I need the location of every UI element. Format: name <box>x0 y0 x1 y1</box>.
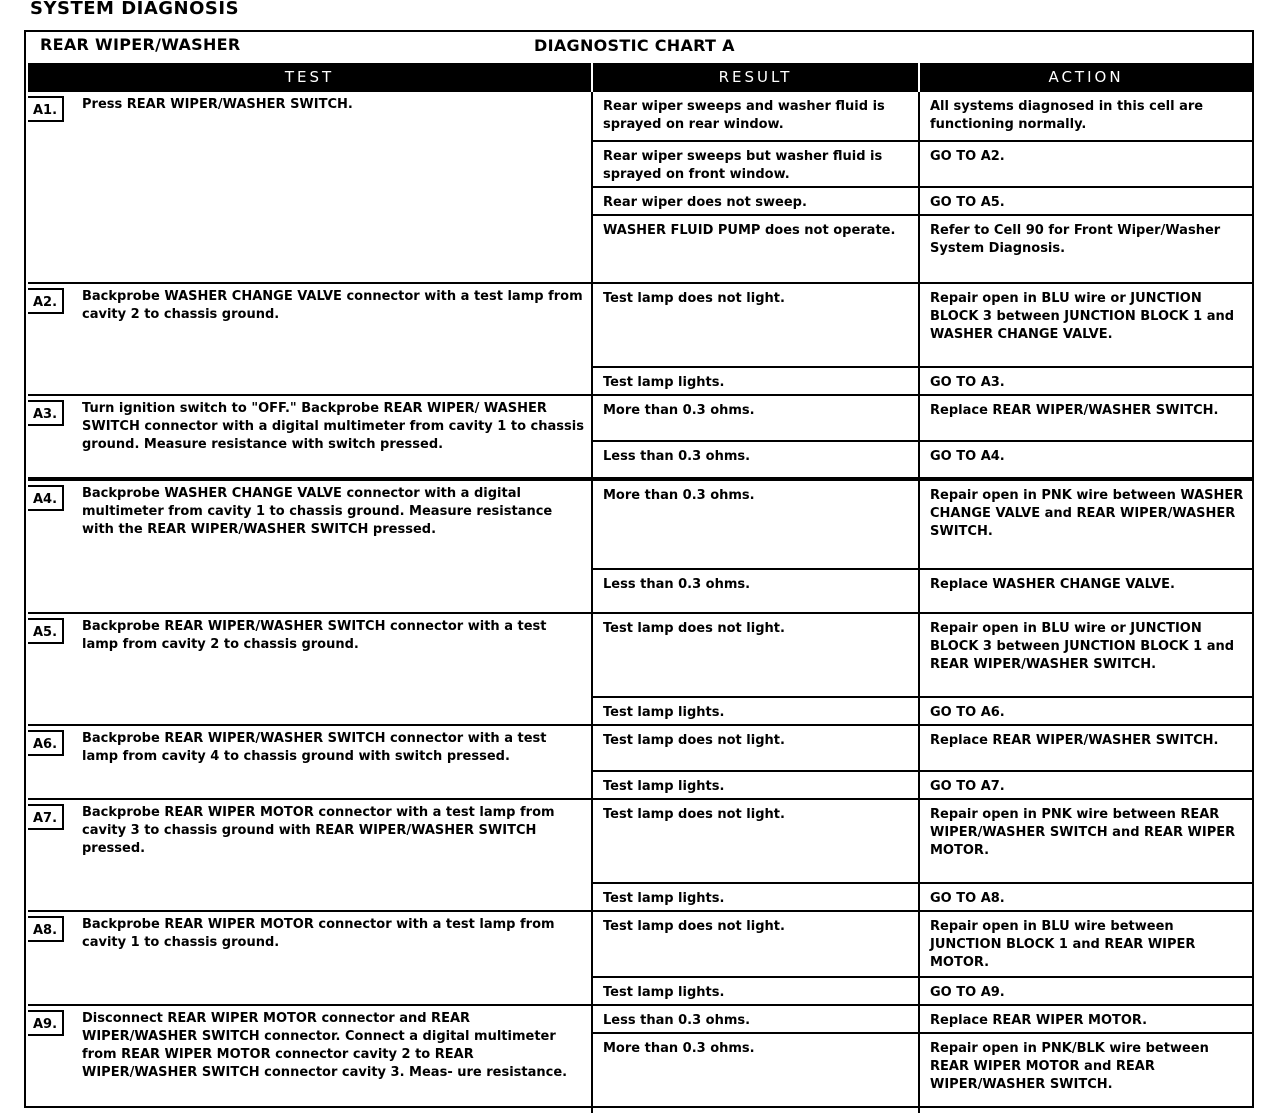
test-description: Backprobe REAR WIPER MOTOR connector with a test lamp from cavity 3 to chassis ground with REAR WIPER/WASHER SWITCH pressed. <box>82 805 555 856</box>
action-cell: Repair open in PNK/BLK wire between REAR WIPER MOTOR and REAR WIPER/WASHER SWITCH. <box>919 1033 1252 1113</box>
table-row <box>28 91 1252 141</box>
test-description: Backprobe WASHER CHANGE VALVE connector with a test lamp from cavity 2 to chassis ground. <box>82 289 583 322</box>
step-number: A9. <box>28 1010 64 1036</box>
result-cell: Test lamp lights. <box>592 697 919 725</box>
action-cell: Refer to Cell 90 for Front Wiper/Washer System Diagnosis. <box>919 215 1252 283</box>
action-cell: Repair open in BLU wire or JUNCTION BLOCK 3 between JUNCTION BLOCK 1 and WASHER CHANGE VALVE. <box>919 283 1252 367</box>
result-cell: Test lamp does not light. <box>592 799 919 883</box>
result-cell: Less than 0.3 ohms. <box>592 569 919 613</box>
test-cell <box>28 1005 592 1113</box>
test-description: Backprobe WASHER CHANGE VALVE connector with a digital multimeter from cavity 1 to chassis ground. Measure resistance with the REAR WIPER/WASHER SWITCH pressed. <box>82 486 553 537</box>
step-number: A7. <box>28 804 64 830</box>
result-cell: Less than 0.3 ohms. <box>592 1005 919 1033</box>
page-header: SYSTEM DIAGNOSIS <box>30 0 240 19</box>
action-cell: GO TO A7. <box>919 771 1252 799</box>
test-description: Backprobe REAR WIPER MOTOR connector with a test lamp from cavity 1 to chassis ground. <box>82 917 555 950</box>
table-row <box>28 395 1252 441</box>
diagnostic-table <box>28 63 1252 1113</box>
system-title: REAR WIPER/WASHER <box>40 35 241 54</box>
result-cell: More than 0.3 ohms. <box>592 1033 919 1113</box>
column-header-test: TEST <box>28 63 592 91</box>
test-description: Turn ignition switch to "OFF." Backprobe REAR WIPER/ WASHER SWITCH connector with a digital multimeter from cavity 1 to chassis ground. Measure resistance with switch pressed. <box>82 401 584 452</box>
action-cell: Replace REAR WIPER/WASHER SWITCH. <box>919 725 1252 771</box>
result-cell: Rear wiper does not sweep. <box>592 187 919 215</box>
result-cell: Test lamp does not light. <box>592 283 919 367</box>
result-cell: Test lamp lights. <box>592 367 919 395</box>
step-number: A4. <box>28 485 64 511</box>
step-number: A3. <box>28 400 64 426</box>
test-description: Backprobe REAR WIPER/WASHER SWITCH connector with a test lamp from cavity 2 to chassis ground. <box>82 619 547 652</box>
action-cell: All systems diagnosed in this cell are functioning normally. <box>919 91 1252 141</box>
step-number: A5. <box>28 618 64 644</box>
diagnostic-chart <box>24 30 1254 1108</box>
action-cell: Repair open in PNK wire between WASHER CHANGE VALVE and REAR WIPER/WASHER SWITCH. <box>919 479 1252 569</box>
action-cell: GO TO A9. <box>919 977 1252 1005</box>
test-cell <box>28 395 592 479</box>
result-cell: Test lamp does not light. <box>592 725 919 771</box>
step-number: A2. <box>28 288 64 314</box>
test-cell <box>28 725 592 799</box>
step-number: A8. <box>28 916 64 942</box>
result-cell: Test lamp lights. <box>592 883 919 911</box>
test-cell <box>28 91 592 283</box>
test-cell <box>28 799 592 911</box>
result-cell: Test lamp lights. <box>592 771 919 799</box>
action-cell: GO TO A2. <box>919 141 1252 187</box>
table-row <box>28 283 1252 367</box>
test-cell <box>28 613 592 725</box>
column-header-action: ACTION <box>919 63 1252 91</box>
action-cell: Repair open in BLU wire between JUNCTION BLOCK 1 and REAR WIPER MOTOR. <box>919 911 1252 977</box>
table-row <box>28 1005 1252 1033</box>
table-row <box>28 479 1252 569</box>
table-row <box>28 911 1252 977</box>
action-cell: GO TO A3. <box>919 367 1252 395</box>
result-cell: Test lamp does not light. <box>592 911 919 977</box>
test-description: Press REAR WIPER/WASHER SWITCH. <box>82 97 353 112</box>
test-cell <box>28 283 592 395</box>
chart-title-row <box>26 32 1252 62</box>
action-cell: GO TO A5. <box>919 187 1252 215</box>
result-cell: WASHER FLUID PUMP does not operate. <box>592 215 919 283</box>
table-row <box>28 613 1252 697</box>
result-cell: Test lamp does not light. <box>592 613 919 697</box>
result-cell: Rear wiper sweeps but washer fluid is sprayed on front window. <box>592 141 919 187</box>
action-cell: GO TO A4. <box>919 441 1252 479</box>
result-cell: Rear wiper sweeps and washer fluid is sprayed on rear window. <box>592 91 919 141</box>
test-description: Disconnect REAR WIPER MOTOR connector and REAR WIPER/WASHER SWITCH connector. Connect a digital multimeter from REAR WIPER MOTOR connector cavity 2 to REAR WIPER/WASHER SWITCH connector cavity 3. Meas- ure resistance. <box>82 1011 568 1080</box>
table-row <box>28 725 1252 771</box>
action-cell: GO TO A6. <box>919 697 1252 725</box>
action-cell: Replace WASHER CHANGE VALVE. <box>919 569 1252 613</box>
test-description: Backprobe REAR WIPER/WASHER SWITCH connector with a test lamp from cavity 4 to chassis ground with switch pressed. <box>82 731 547 764</box>
result-cell: Less than 0.3 ohms. <box>592 441 919 479</box>
table-header-row <box>28 63 1252 91</box>
test-cell <box>28 911 592 1005</box>
action-cell: Replace REAR WIPER/WASHER SWITCH. <box>919 395 1252 441</box>
action-cell: Repair open in PNK wire between REAR WIPER/WASHER SWITCH and REAR WIPER MOTOR. <box>919 799 1252 883</box>
result-cell: Test lamp lights. <box>592 977 919 1005</box>
step-number: A6. <box>28 730 64 756</box>
action-cell: Repair open in BLU wire or JUNCTION BLOCK 3 between JUNCTION BLOCK 1 and REAR WIPER/WASHER SWITCH. <box>919 613 1252 697</box>
table-row <box>28 799 1252 883</box>
chart-name: DIAGNOSTIC CHART A <box>534 36 735 55</box>
result-cell: More than 0.3 ohms. <box>592 395 919 441</box>
test-cell <box>28 479 592 613</box>
action-cell: Replace REAR WIPER MOTOR. <box>919 1005 1252 1033</box>
result-cell: More than 0.3 ohms. <box>592 479 919 569</box>
column-header-result: RESULT <box>592 63 919 91</box>
step-number: A1. <box>28 96 64 122</box>
action-cell: GO TO A8. <box>919 883 1252 911</box>
